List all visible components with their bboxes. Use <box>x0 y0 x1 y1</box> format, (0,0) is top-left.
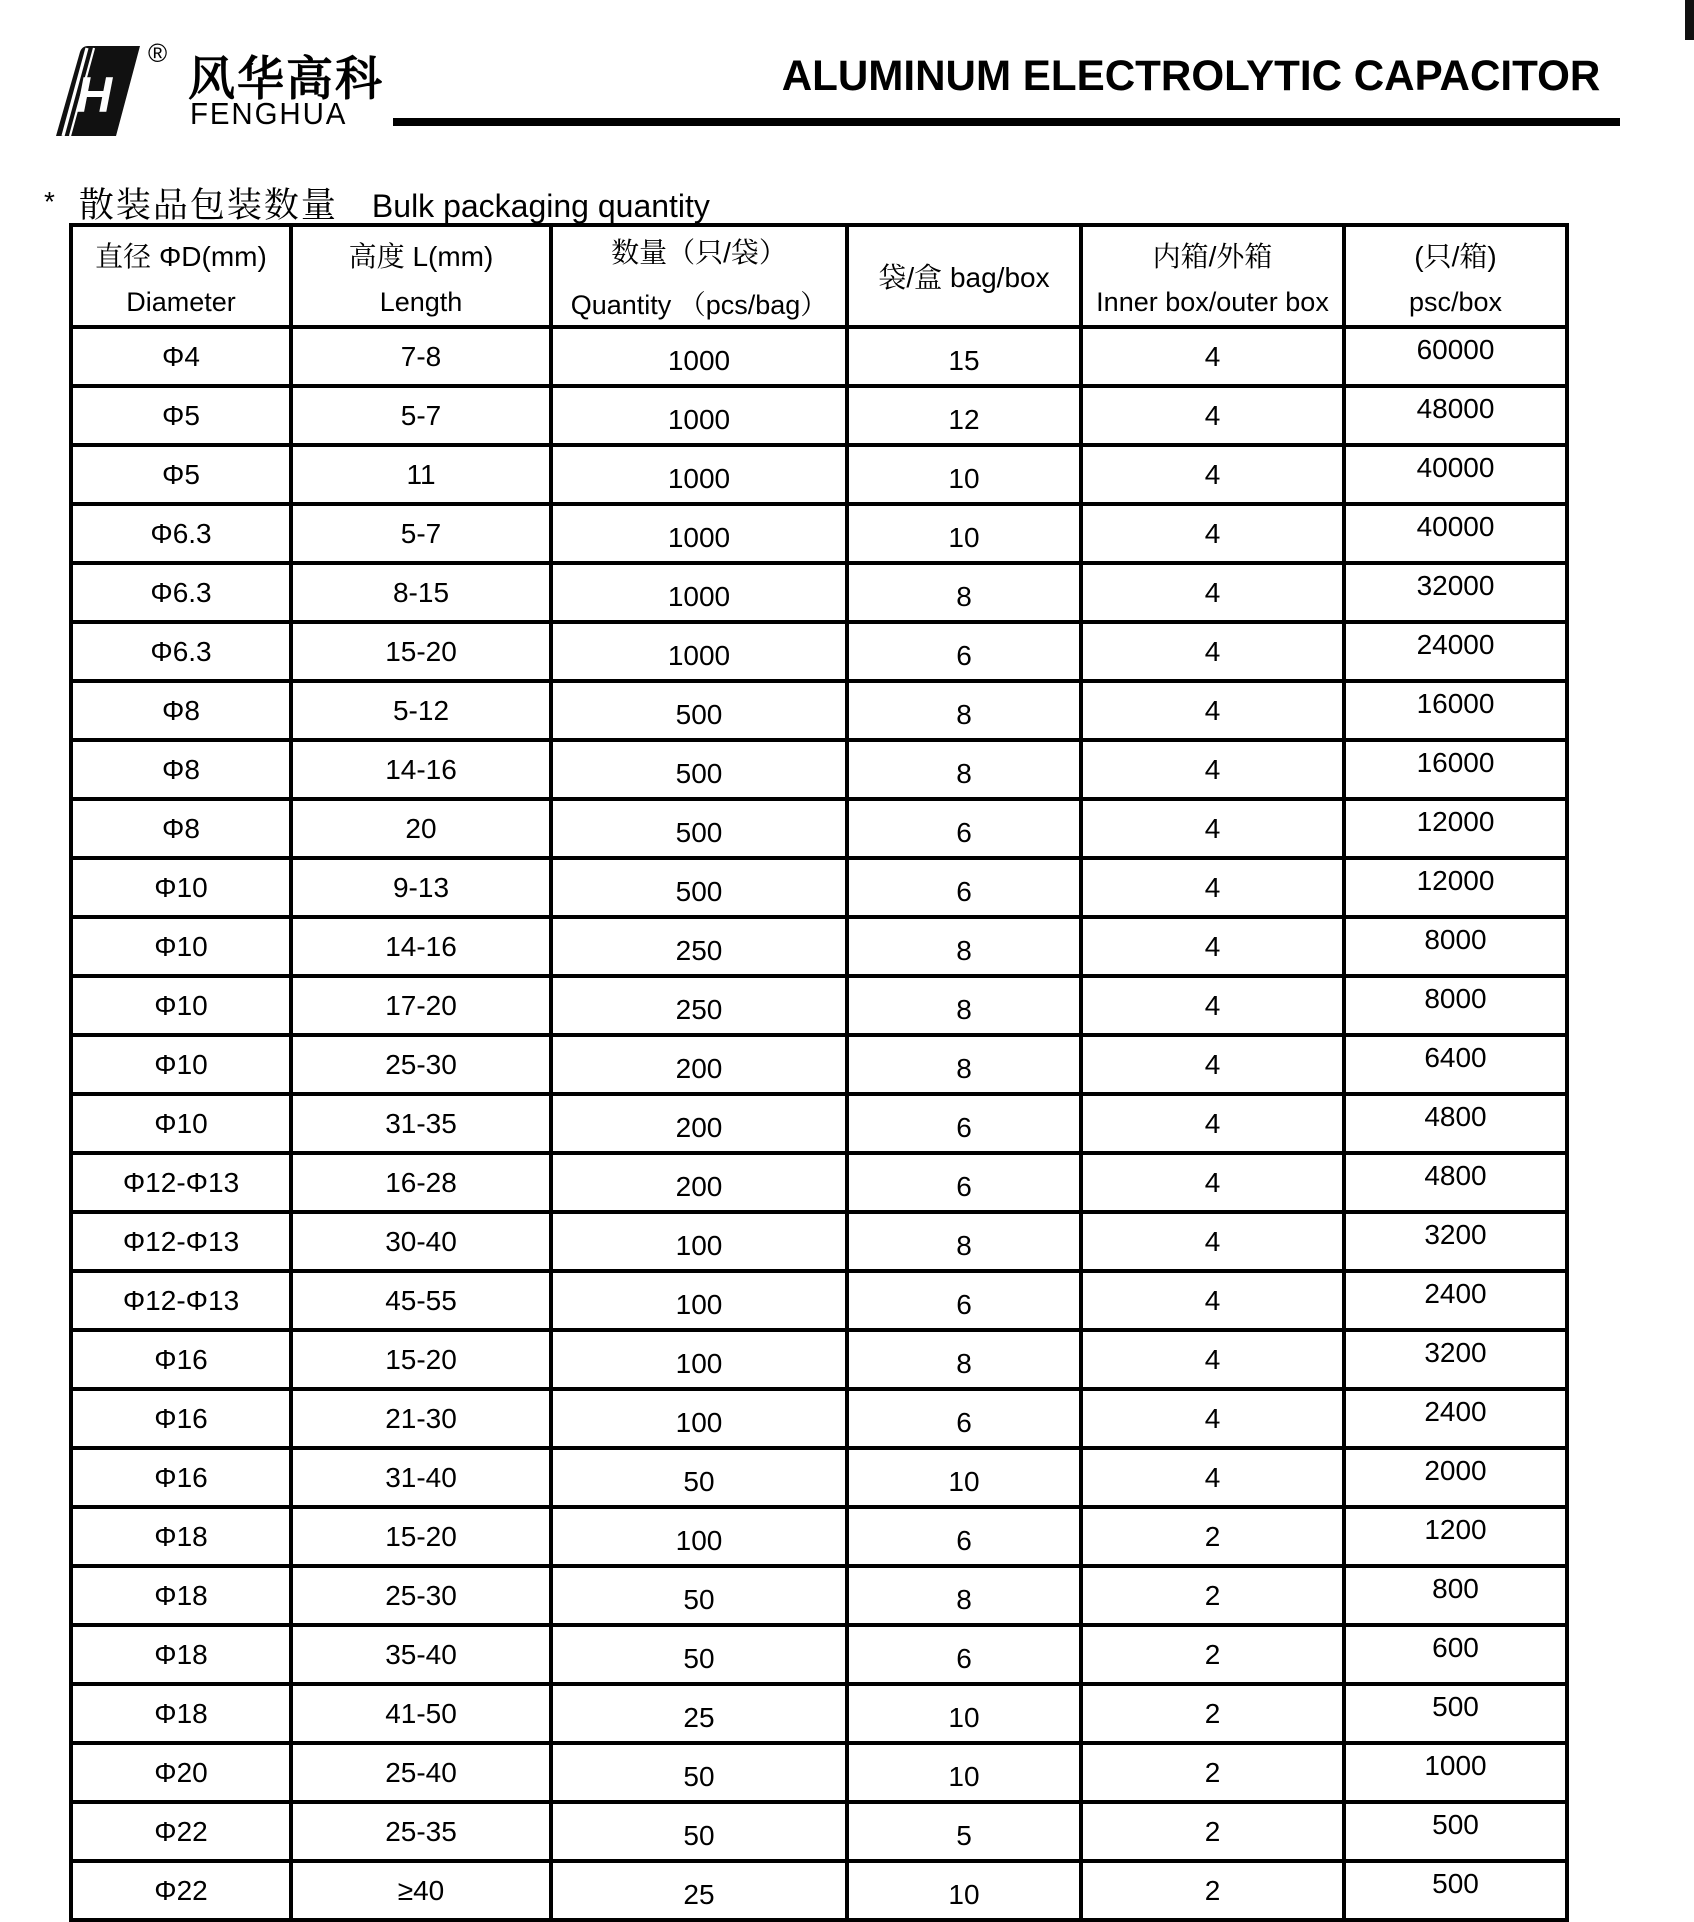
cell-inner-outer-box: 4 <box>1081 445 1344 504</box>
cell-pcs-per-box: 4800 <box>1344 1153 1567 1212</box>
cell-bag-per-box: 10 <box>847 1861 1081 1920</box>
cell-bag-per-box: 10 <box>847 504 1081 563</box>
table-row <box>71 1448 1567 1507</box>
cell-bag-per-box: 10 <box>847 1743 1081 1802</box>
table-row <box>71 1684 1567 1743</box>
page-title: ALUMINUM ELECTROLYTIC CAPACITOR <box>781 52 1600 100</box>
table-row <box>71 681 1567 740</box>
table-row <box>71 1271 1567 1330</box>
cell-diameter: Φ5 <box>71 386 291 445</box>
cell-length: 7-8 <box>291 327 551 386</box>
cell-qty-per-bag: 1000 <box>551 504 847 563</box>
table-row <box>71 858 1567 917</box>
cell-diameter: Φ10 <box>71 976 291 1035</box>
cell-inner-outer-box: 4 <box>1081 1330 1344 1389</box>
table-row <box>71 386 1567 445</box>
cell-bag-per-box: 8 <box>847 1330 1081 1389</box>
cell-diameter: Φ6.3 <box>71 563 291 622</box>
cell-pcs-per-box: 16000 <box>1344 681 1567 740</box>
table-row <box>71 1330 1567 1389</box>
cell-inner-outer-box: 4 <box>1081 976 1344 1035</box>
cell-inner-outer-box: 4 <box>1081 1389 1344 1448</box>
cell-qty-per-bag: 200 <box>551 1094 847 1153</box>
brand-name-english: FENGHUA <box>190 96 348 131</box>
cell-inner-outer-box: 4 <box>1081 622 1344 681</box>
cell-pcs-per-box: 6400 <box>1344 1035 1567 1094</box>
cell-diameter: Φ10 <box>71 917 291 976</box>
cell-diameter: Φ16 <box>71 1389 291 1448</box>
cell-inner-outer-box: 4 <box>1081 1094 1344 1153</box>
cell-pcs-per-box: 2400 <box>1344 1271 1567 1330</box>
cell-pcs-per-box: 40000 <box>1344 504 1567 563</box>
cell-inner-outer-box: 2 <box>1081 1861 1344 1920</box>
cell-pcs-per-box: 32000 <box>1344 563 1567 622</box>
cell-pcs-per-box: 800 <box>1344 1566 1567 1625</box>
cell-qty-per-bag: 100 <box>551 1271 847 1330</box>
cell-bag-per-box: 8 <box>847 1566 1081 1625</box>
cell-bag-per-box: 6 <box>847 799 1081 858</box>
cell-diameter: Φ6.3 <box>71 504 291 563</box>
cell-qty-per-bag: 25 <box>551 1861 847 1920</box>
cell-length: ≥40 <box>291 1861 551 1920</box>
cell-bag-per-box: 10 <box>847 1684 1081 1743</box>
cell-diameter: Φ20 <box>71 1743 291 1802</box>
cell-diameter: Φ6.3 <box>71 622 291 681</box>
cell-length: 5-12 <box>291 681 551 740</box>
cell-diameter: Φ4 <box>71 327 291 386</box>
cell-diameter: Φ12-Φ13 <box>71 1271 291 1330</box>
cell-pcs-per-box: 500 <box>1344 1802 1567 1861</box>
cell-inner-outer-box: 4 <box>1081 386 1344 445</box>
cell-qty-per-bag: 500 <box>551 858 847 917</box>
cell-length: 21-30 <box>291 1389 551 1448</box>
registered-trademark-icon: ® <box>148 38 168 68</box>
cell-inner-outer-box: 4 <box>1081 681 1344 740</box>
cell-qty-per-bag: 100 <box>551 1507 847 1566</box>
cell-length: 11 <box>291 445 551 504</box>
table-row <box>71 563 1567 622</box>
table-row <box>71 917 1567 976</box>
cell-pcs-per-box: 2400 <box>1344 1389 1567 1448</box>
cell-qty-per-bag: 50 <box>551 1625 847 1684</box>
cell-length: 5-7 <box>291 504 551 563</box>
cell-diameter: Φ22 <box>71 1861 291 1920</box>
cell-pcs-per-box: 2000 <box>1344 1448 1567 1507</box>
table-row <box>71 1566 1567 1625</box>
cell-pcs-per-box: 8000 <box>1344 917 1567 976</box>
cell-diameter: Φ10 <box>71 1035 291 1094</box>
cell-length: 25-30 <box>291 1566 551 1625</box>
table-row <box>71 445 1567 504</box>
svg-text:H: H <box>76 67 113 123</box>
cell-length: 5-7 <box>291 386 551 445</box>
cell-qty-per-bag: 100 <box>551 1389 847 1448</box>
cell-pcs-per-box: 3200 <box>1344 1330 1567 1389</box>
cell-inner-outer-box: 4 <box>1081 1212 1344 1271</box>
table-row <box>71 1743 1567 1802</box>
table-row <box>71 327 1567 386</box>
cell-diameter: Φ18 <box>71 1507 291 1566</box>
cell-pcs-per-box: 8000 <box>1344 976 1567 1035</box>
cell-length: 35-40 <box>291 1625 551 1684</box>
cell-inner-outer-box: 2 <box>1081 1743 1344 1802</box>
cell-pcs-per-box: 1000 <box>1344 1743 1567 1802</box>
cell-pcs-per-box: 40000 <box>1344 445 1567 504</box>
cell-bag-per-box: 15 <box>847 327 1081 386</box>
table-row <box>71 1389 1567 1448</box>
cell-length: 8-15 <box>291 563 551 622</box>
section-bullet: * <box>44 186 55 217</box>
cell-diameter: Φ16 <box>71 1448 291 1507</box>
table-row <box>71 1035 1567 1094</box>
cell-diameter: Φ5 <box>71 445 291 504</box>
column-header-pcs-per-box: (只/箱) psc/box <box>1344 225 1567 327</box>
cell-diameter: Φ18 <box>71 1684 291 1743</box>
table-row <box>71 1507 1567 1566</box>
cell-pcs-per-box: 12000 <box>1344 799 1567 858</box>
cell-length: 20 <box>291 799 551 858</box>
cell-bag-per-box: 6 <box>847 1507 1081 1566</box>
cell-diameter: Φ12-Φ13 <box>71 1212 291 1271</box>
cell-qty-per-bag: 50 <box>551 1566 847 1625</box>
cell-inner-outer-box: 4 <box>1081 563 1344 622</box>
cell-length: 17-20 <box>291 976 551 1035</box>
cell-qty-per-bag: 1000 <box>551 327 847 386</box>
table-row <box>71 504 1567 563</box>
table-row <box>71 1212 1567 1271</box>
table-row <box>71 1625 1567 1684</box>
cell-bag-per-box: 8 <box>847 1035 1081 1094</box>
cell-length: 14-16 <box>291 740 551 799</box>
cell-inner-outer-box: 2 <box>1081 1507 1344 1566</box>
cell-bag-per-box: 6 <box>847 622 1081 681</box>
table-row <box>71 740 1567 799</box>
cell-qty-per-bag: 1000 <box>551 563 847 622</box>
cell-bag-per-box: 8 <box>847 563 1081 622</box>
table-header-row <box>71 225 1567 327</box>
cell-bag-per-box: 12 <box>847 386 1081 445</box>
cell-inner-outer-box: 4 <box>1081 1271 1344 1330</box>
column-header-qty-per-bag: 数量（只/袋） Quantity （pcs/bag） <box>551 225 847 327</box>
table-row <box>71 1802 1567 1861</box>
section-title-chinese: 散装品包装数量 <box>78 186 338 225</box>
cell-qty-per-bag: 50 <box>551 1743 847 1802</box>
cell-length: 14-16 <box>291 917 551 976</box>
brand-name-chinese: 风华高科 <box>188 52 384 105</box>
cell-qty-per-bag: 200 <box>551 1035 847 1094</box>
cell-bag-per-box: 6 <box>847 1153 1081 1212</box>
cell-qty-per-bag: 500 <box>551 799 847 858</box>
cell-length: 16-28 <box>291 1153 551 1212</box>
table-row <box>71 622 1567 681</box>
cell-length: 41-50 <box>291 1684 551 1743</box>
column-header-inner-outer-box: 内箱/外箱 Inner box/outer box <box>1081 225 1344 327</box>
cell-length: 15-20 <box>291 1330 551 1389</box>
cell-length: 9-13 <box>291 858 551 917</box>
column-header-length: 高度 L(mm) Length <box>291 225 551 327</box>
cell-diameter: Φ8 <box>71 740 291 799</box>
cell-length: 15-20 <box>291 622 551 681</box>
cell-diameter: Φ16 <box>71 1330 291 1389</box>
cell-qty-per-bag: 1000 <box>551 445 847 504</box>
cell-length: 15-20 <box>291 1507 551 1566</box>
cell-qty-per-bag: 500 <box>551 740 847 799</box>
cell-pcs-per-box: 500 <box>1344 1861 1567 1920</box>
cell-length: 25-40 <box>291 1743 551 1802</box>
cell-pcs-per-box: 12000 <box>1344 858 1567 917</box>
section-heading <box>44 178 710 228</box>
cell-bag-per-box: 6 <box>847 1625 1081 1684</box>
cell-bag-per-box: 10 <box>847 1448 1081 1507</box>
cell-qty-per-bag: 250 <box>551 917 847 976</box>
cell-inner-outer-box: 4 <box>1081 1153 1344 1212</box>
cell-diameter: Φ10 <box>71 1094 291 1153</box>
cell-qty-per-bag: 100 <box>551 1212 847 1271</box>
cell-diameter: Φ18 <box>71 1625 291 1684</box>
title-underline <box>393 118 1620 126</box>
cell-qty-per-bag: 200 <box>551 1153 847 1212</box>
cell-diameter: Φ22 <box>71 1802 291 1861</box>
column-header-bag-per-box: 袋/盒 bag/box <box>847 225 1081 327</box>
cell-pcs-per-box: 4800 <box>1344 1094 1567 1153</box>
cell-inner-outer-box: 4 <box>1081 1448 1344 1507</box>
cell-inner-outer-box: 2 <box>1081 1625 1344 1684</box>
table-row <box>71 1153 1567 1212</box>
cell-pcs-per-box: 600 <box>1344 1625 1567 1684</box>
table-row <box>71 1094 1567 1153</box>
cell-bag-per-box: 8 <box>847 681 1081 740</box>
cell-length: 45-55 <box>291 1271 551 1330</box>
cell-inner-outer-box: 4 <box>1081 917 1344 976</box>
cell-bag-per-box: 6 <box>847 1271 1081 1330</box>
cell-pcs-per-box: 48000 <box>1344 386 1567 445</box>
fenghua-logo <box>36 38 636 142</box>
cell-pcs-per-box: 16000 <box>1344 740 1567 799</box>
cell-diameter: Φ8 <box>71 681 291 740</box>
cell-inner-outer-box: 2 <box>1081 1802 1344 1861</box>
cell-inner-outer-box: 4 <box>1081 858 1344 917</box>
cell-bag-per-box: 10 <box>847 445 1081 504</box>
cell-inner-outer-box: 2 <box>1081 1566 1344 1625</box>
cell-inner-outer-box: 4 <box>1081 327 1344 386</box>
cell-qty-per-bag: 500 <box>551 681 847 740</box>
cell-bag-per-box: 6 <box>847 858 1081 917</box>
cell-qty-per-bag: 50 <box>551 1448 847 1507</box>
cell-length: 25-35 <box>291 1802 551 1861</box>
cell-bag-per-box: 5 <box>847 1802 1081 1861</box>
cell-qty-per-bag: 250 <box>551 976 847 1035</box>
cell-pcs-per-box: 1200 <box>1344 1507 1567 1566</box>
cell-qty-per-bag: 1000 <box>551 386 847 445</box>
table-row <box>71 1861 1567 1920</box>
fenghua-logo-icon <box>36 44 146 138</box>
section-title-english: Bulk packaging quantity <box>371 188 710 224</box>
cell-diameter: Φ18 <box>71 1566 291 1625</box>
cell-bag-per-box: 8 <box>847 917 1081 976</box>
cell-length: 25-30 <box>291 1035 551 1094</box>
cell-qty-per-bag: 1000 <box>551 622 847 681</box>
cell-pcs-per-box: 500 <box>1344 1684 1567 1743</box>
cell-pcs-per-box: 3200 <box>1344 1212 1567 1271</box>
cell-length: 30-40 <box>291 1212 551 1271</box>
cell-qty-per-bag: 25 <box>551 1684 847 1743</box>
page-corner-mark <box>1685 0 1694 40</box>
cell-diameter: Φ8 <box>71 799 291 858</box>
cell-diameter: Φ10 <box>71 858 291 917</box>
cell-bag-per-box: 8 <box>847 740 1081 799</box>
cell-length: 31-40 <box>291 1448 551 1507</box>
cell-pcs-per-box: 24000 <box>1344 622 1567 681</box>
cell-bag-per-box: 6 <box>847 1094 1081 1153</box>
cell-length: 31-35 <box>291 1094 551 1153</box>
cell-bag-per-box: 8 <box>847 1212 1081 1271</box>
cell-inner-outer-box: 4 <box>1081 799 1344 858</box>
cell-inner-outer-box: 4 <box>1081 504 1344 563</box>
column-header-diameter: 直径 ΦD(mm) Diameter <box>71 225 291 327</box>
bulk-packaging-table <box>69 223 1569 1922</box>
cell-inner-outer-box: 4 <box>1081 740 1344 799</box>
cell-qty-per-bag: 100 <box>551 1330 847 1389</box>
cell-pcs-per-box: 60000 <box>1344 327 1567 386</box>
table-row <box>71 799 1567 858</box>
cell-bag-per-box: 8 <box>847 976 1081 1035</box>
table-row <box>71 976 1567 1035</box>
cell-diameter: Φ12-Φ13 <box>71 1153 291 1212</box>
cell-bag-per-box: 6 <box>847 1389 1081 1448</box>
cell-inner-outer-box: 4 <box>1081 1035 1344 1094</box>
cell-inner-outer-box: 2 <box>1081 1684 1344 1743</box>
cell-qty-per-bag: 50 <box>551 1802 847 1861</box>
